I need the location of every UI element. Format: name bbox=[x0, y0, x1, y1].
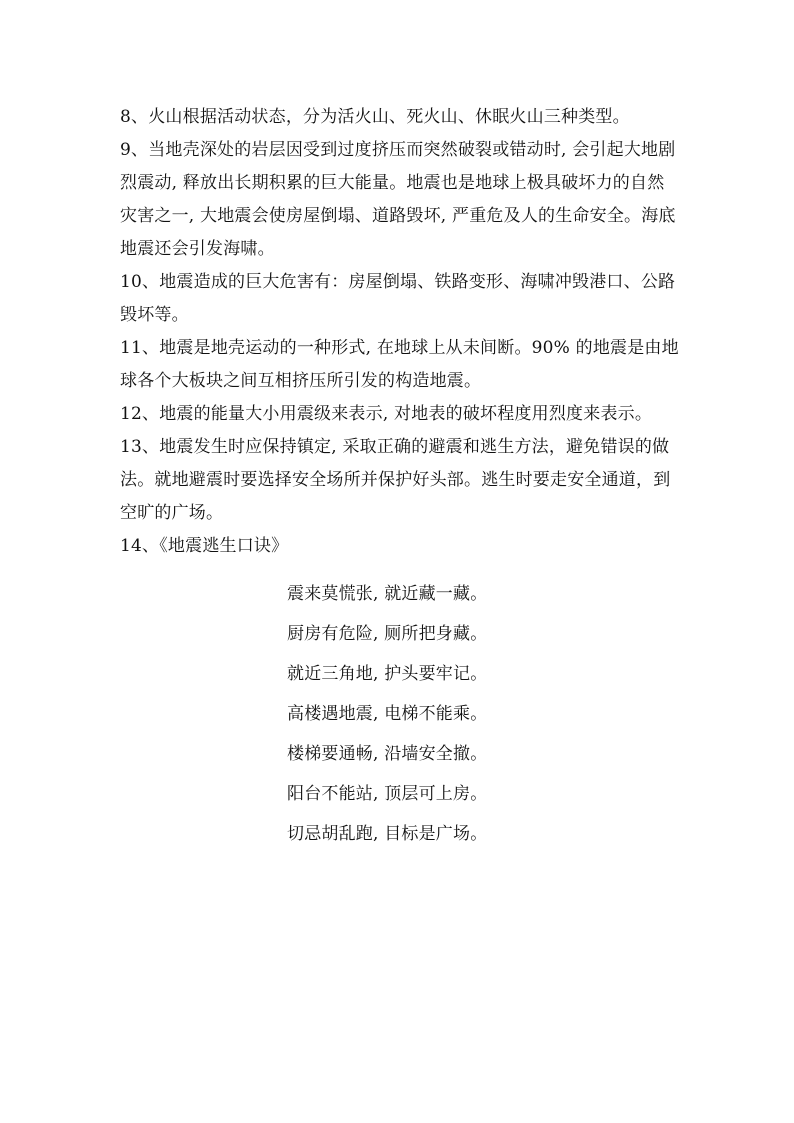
poem-line: 楼梯要通畅, 沿墙安全撤。 bbox=[287, 744, 488, 764]
escape-rhyme bbox=[120, 574, 680, 854]
poem-line: 阳台不能站, 顶层可上房。 bbox=[287, 784, 488, 804]
poem-line: 切忌胡乱跑, 目标是广场。 bbox=[287, 824, 488, 844]
paragraph-9: 9、当地壳深处的岩层因受到过度挤压而突然破裂或错动时, 会引起大地剧烈震动, 释放出长期积累的巨大能量。地震也是地球上极具破坏力的自然灾害之一, 大地震会使房屋倒塌、道路毁坏, 严重危及人的生命安全。海底地震还会引发海啸。 bbox=[120, 140, 676, 259]
document-body bbox=[120, 101, 680, 854]
poem-line: 厨房有危险, 厕所把身藏。 bbox=[287, 624, 488, 644]
paragraph-11: 11、地震是地壳运动的一种形式, 在地球上从未间断。90% 的地震是由地球各个大板块之间互相挤压所引发的构造地震。 bbox=[120, 338, 679, 391]
paragraph-14-heading: 14、《地震逃生口诀》 bbox=[120, 536, 289, 556]
paragraph-12: 12、地震的能量大小用震级来表示, 对地表的破坏程度用烈度来表示。 bbox=[120, 404, 653, 424]
poem-line: 就近三角地, 护头要牢记。 bbox=[287, 664, 488, 684]
poem-line: 高楼遇地震, 电梯不能乘。 bbox=[287, 704, 488, 724]
paragraph-10: 10、地震造成的巨大危害有：房屋倒塌、铁路变形、海啸冲毁港口、公路毁坏等。 bbox=[120, 272, 676, 325]
paragraph-8: 8、火山根据活动状态，分为活火山、死火山、休眠火山三种类型。 bbox=[120, 107, 630, 127]
paragraph-13: 13、地震发生时应保持镇定, 采取正确的避震和逃生方法，避免错误的做法。就地避震时要选择安全场所并保护好头部。逃生时要走安全通道，到空旷的广场。 bbox=[120, 437, 671, 523]
poem-line: 震来莫慌张, 就近藏一藏。 bbox=[287, 584, 488, 604]
